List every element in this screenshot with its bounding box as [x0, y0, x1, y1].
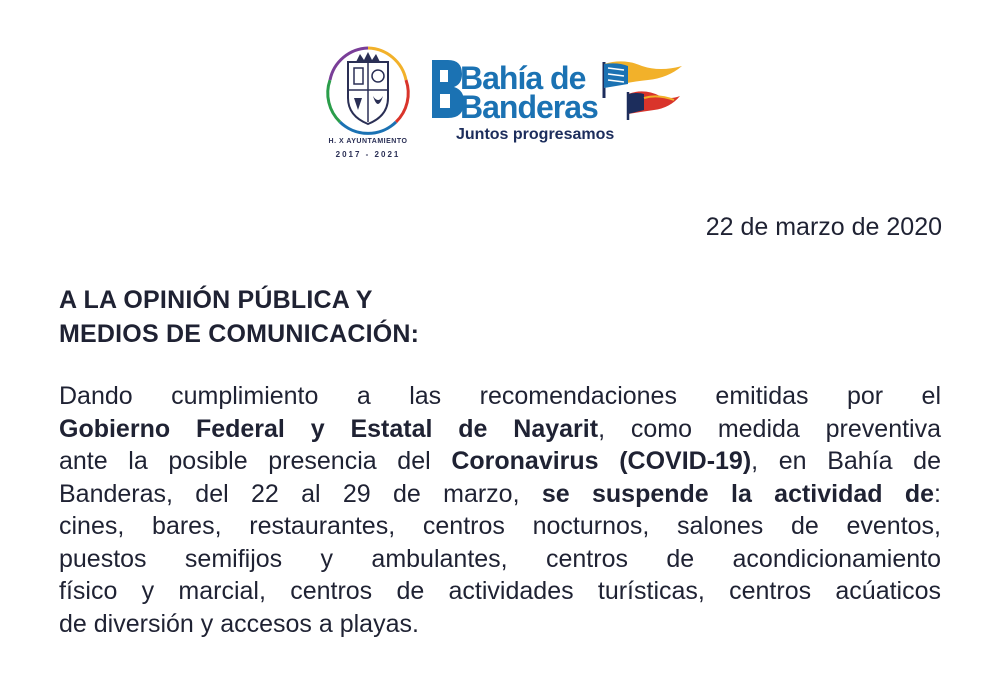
addressee-line: A LA OPINIÓN PÚBLICA Y	[59, 286, 373, 314]
document-body	[59, 380, 941, 640]
flag-icon	[598, 58, 688, 122]
body-line: puestos semifijos y ambulantes, centros de acondicionamiento	[59, 544, 941, 573]
body-text-segment: , en Bahía de	[751, 447, 941, 475]
brand-tagline: Juntos progresamos	[456, 126, 615, 143]
body-line	[59, 445, 941, 478]
brand-name-line1: Bahía de	[460, 60, 586, 96]
municipal-seal-icon	[318, 40, 418, 140]
municipal-seal	[318, 40, 418, 165]
body-line: cines, bares, restaurantes, centros nocturnos, salones de eventos,	[59, 512, 941, 540]
body-text-segment: ante la posible presencia del	[59, 447, 452, 475]
body-text-segment: :	[934, 479, 941, 508]
body-line	[59, 413, 941, 446]
body-bold-text: se suspende la actividad de	[541, 479, 935, 508]
addressee	[59, 283, 419, 351]
body-text-segment: , como medida preventiva	[598, 414, 941, 443]
addressee-line: MEDIOS DE COMUNICACIÓN:	[59, 320, 420, 348]
body-line: físico y marcial, centros de actividades turísticas, centros acúaticos	[59, 577, 941, 605]
body-line: Dando cumplimiento a las recomendaciones emitidas por el	[59, 382, 941, 410]
brand-name-line2: Banderas	[460, 89, 598, 125]
document-date: 22 de marzo de 2020	[705, 213, 942, 241]
seal-caption: H. X AYUNTAMIENTO	[328, 138, 408, 145]
body-line	[59, 478, 941, 511]
seal-years: 2017 - 2021	[335, 150, 401, 159]
body-line: de diversión y accesos a playas.	[59, 609, 419, 638]
brand-logo	[428, 54, 698, 164]
body-text-segment: Banderas, del 22 al 29 de marzo,	[59, 479, 542, 508]
letterhead	[318, 40, 698, 170]
body-bold-text: Coronavirus (COVID-19)	[451, 447, 752, 475]
body-bold-text: Gobierno Federal y Estatal de Nayarit	[59, 414, 599, 443]
